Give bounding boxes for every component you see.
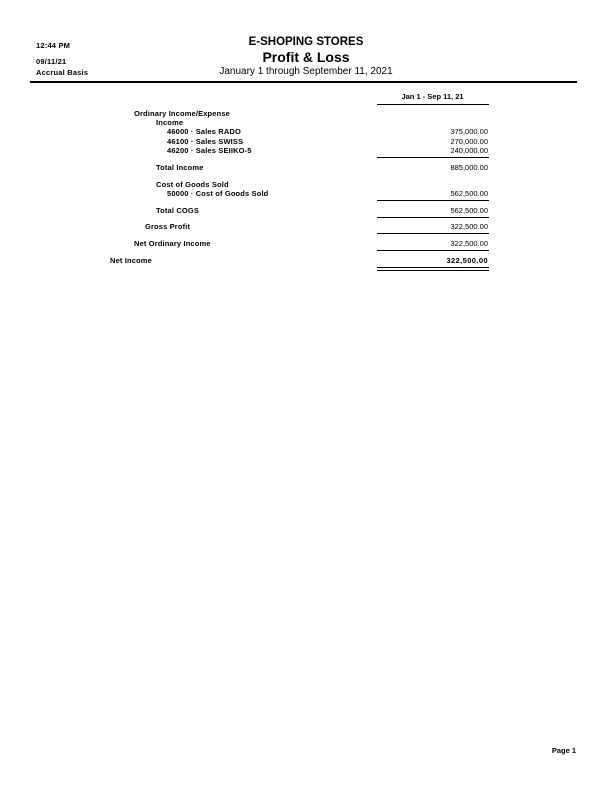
- subtotal-rule-net-ordinary-income: [377, 250, 489, 251]
- report-basis: Accrual Basis: [36, 68, 89, 77]
- row-amount-net-ordinary-income: 322,500.00: [450, 239, 488, 248]
- subtotal-rule-cogs: [377, 200, 489, 201]
- row-amount-gross-profit: 322,500.00: [450, 222, 488, 231]
- subtotal-rule-income: [377, 157, 489, 158]
- row-label-gross-profit: Gross Profit: [145, 222, 191, 231]
- row-label-sales-rado: 46000 · Sales RADO: [167, 127, 241, 136]
- row-amount-sales-swiss: 270,000.00: [450, 137, 488, 146]
- row-label-sales-seiiko5: 46200 · Sales SEIIKO-5: [167, 146, 252, 155]
- report-date: 09/11/21: [36, 57, 67, 66]
- column-header-period: Jan 1 - Sep 11, 21: [401, 92, 464, 101]
- company-name: E-SHOPING STORES: [248, 36, 364, 48]
- row-amount-cogs-account: 562,500.00: [450, 189, 488, 198]
- row-label-ordinary-income-expense: Ordinary Income/Expense: [134, 109, 230, 118]
- row-label-total-cogs: Total COGS: [156, 206, 200, 215]
- subtotal-rule-total-cogs: [377, 217, 489, 218]
- report-title: Profit & Loss: [262, 49, 350, 65]
- row-amount-sales-rado: 375,000.00: [450, 127, 488, 136]
- report-time: 12:44 PM: [36, 41, 71, 50]
- row-label-net-income: Net Income: [110, 256, 152, 265]
- row-label-net-ordinary-income: Net Ordinary Income: [134, 239, 211, 248]
- total-double-rule-bottom: [377, 270, 489, 271]
- row-label-total-income: Total Income: [156, 163, 204, 172]
- total-double-rule-top: [377, 267, 489, 268]
- row-amount-net-income: 322,500.00: [446, 256, 488, 265]
- header-divider: [30, 81, 577, 83]
- row-label-sales-swiss: 46100 · Sales SWISS: [167, 137, 244, 146]
- row-amount-sales-seiiko5: 240,000.00: [450, 146, 488, 155]
- row-label-cost-of-goods-sold: Cost of Goods Sold: [156, 180, 229, 189]
- row-label-income: Income: [156, 118, 184, 127]
- subtotal-rule-gross-profit: [377, 233, 489, 234]
- row-amount-total-income: 885,000.00: [450, 163, 488, 172]
- report-period: January 1 through September 11, 2021: [219, 66, 393, 77]
- page-number: Page 1: [551, 746, 576, 755]
- row-label-cogs-account: 50000 · Cost of Goods Sold: [167, 189, 269, 198]
- column-header-rule: [377, 104, 489, 105]
- row-amount-total-cogs: 562,500.00: [450, 206, 488, 215]
